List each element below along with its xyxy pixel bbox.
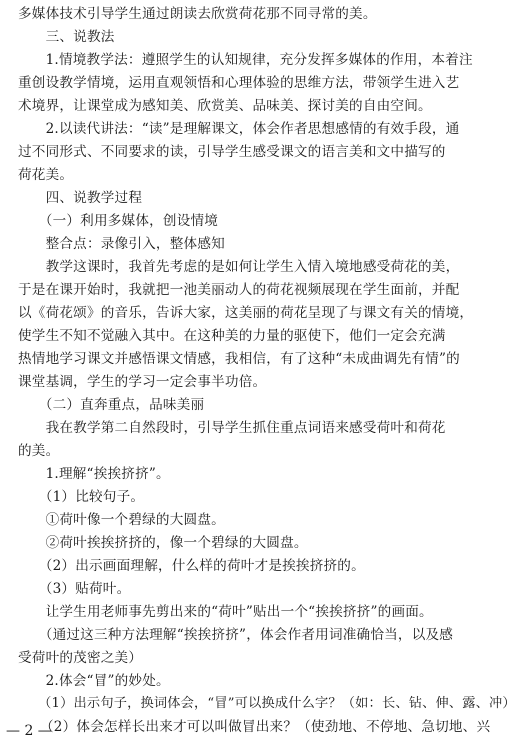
text-line: 2.体会“冒”的妙处。 (18, 673, 170, 689)
text-line: （2）出示画面理解，什么样的荷叶才是挨挨挤挤的。 (18, 558, 365, 574)
text-line: 的美。 (18, 443, 60, 459)
text-line: 使学生不知不觉融入其中。在这种美的力量的驱使下，他们一定会充满 (18, 328, 446, 344)
text-line: 1.理解“挨挨挤挤”。 (18, 466, 170, 482)
text-line: ②荷叶挨挨挤挤的，像一个碧绿的大圆盘。 (18, 535, 308, 551)
text-line: 1.情境教学法：遵照学生的认知规律，充分发挥多媒体的作用，本着注 (18, 52, 473, 68)
section-heading: 四、说教学过程 (18, 190, 143, 206)
text-line: （1）出示句子，换词体会，“冒”可以换成什么字？（如：长、钻、伸、露、冲） (18, 696, 516, 711)
text-line: （2）体会怎样长出来才可以叫做冒出来？（使劲地、不停地、急切地、兴 (40, 719, 491, 735)
text-line: 2.以读代讲法：“读”是理解课文，体会作者思想感情的有效手段，通 (18, 121, 460, 137)
text-line: 整合点：录像引入，整体感知 (18, 236, 225, 252)
text-line: 我在教学第二自然段时，引导学生抓住重点词语来感受荷叶和荷花 (18, 420, 446, 436)
text-line: 教学这课时，我首先考虑的是如何让学生入情入境地感受荷花的美， (18, 259, 460, 275)
text-line: 多媒体技术引导学生通过朗读去欣赏荷花那不同寻常的美。 (18, 6, 377, 22)
text-line: 荷花美。 (18, 167, 74, 183)
text-line: 于是在课开始时，我就把一池美丽动人的荷花视频展现在学生面前，并配 (18, 282, 460, 298)
text-line: ①荷叶像一个碧绿的大圆盘。 (18, 512, 225, 528)
text-line: （3）贴荷叶。 (18, 581, 131, 597)
text-line: 术境界，让课堂成为感知美、欣赏美、品味美、探讨美的自由空间。 (18, 98, 432, 114)
text-line: （1）比较句子。 (18, 489, 145, 505)
text-line: 受荷叶的茂密之美） (18, 650, 143, 666)
subsection-heading: （一）利用多媒体，创设情境 (18, 213, 219, 229)
text-line: （通过这三种方法理解“挨挨挤挤”，体会作者用词准确恰当，以及感 (18, 627, 454, 643)
section-heading: 三、说教法 (18, 29, 115, 45)
subsection-heading: （二）直奔重点，品味美丽 (18, 397, 205, 413)
text-line: 热情地学习课文并感悟课文情感，我相信，有了这种“未成曲调先有情”的 (18, 351, 460, 367)
text-line: 让学生用老师事先剪出来的“荷叶”贴出一个“挨挨挤挤”的画面。 (18, 604, 433, 620)
text-line: 课堂基调，学生的学习一定会事半功倍。 (18, 374, 267, 390)
text-line: 过不同形式、不同要求的读，引导学生感受课文的语言美和文中描写的 (18, 144, 446, 160)
text-line: 以《荷花颂》的音乐，告诉大家，这美丽的荷花呈现了与课文有关的情境， (18, 305, 474, 321)
text-line: 重创设教学情境，运用直观领悟和心理体验的思维方法，带领学生进入艺 (18, 75, 460, 91)
page-number: — 2 — (6, 723, 52, 739)
